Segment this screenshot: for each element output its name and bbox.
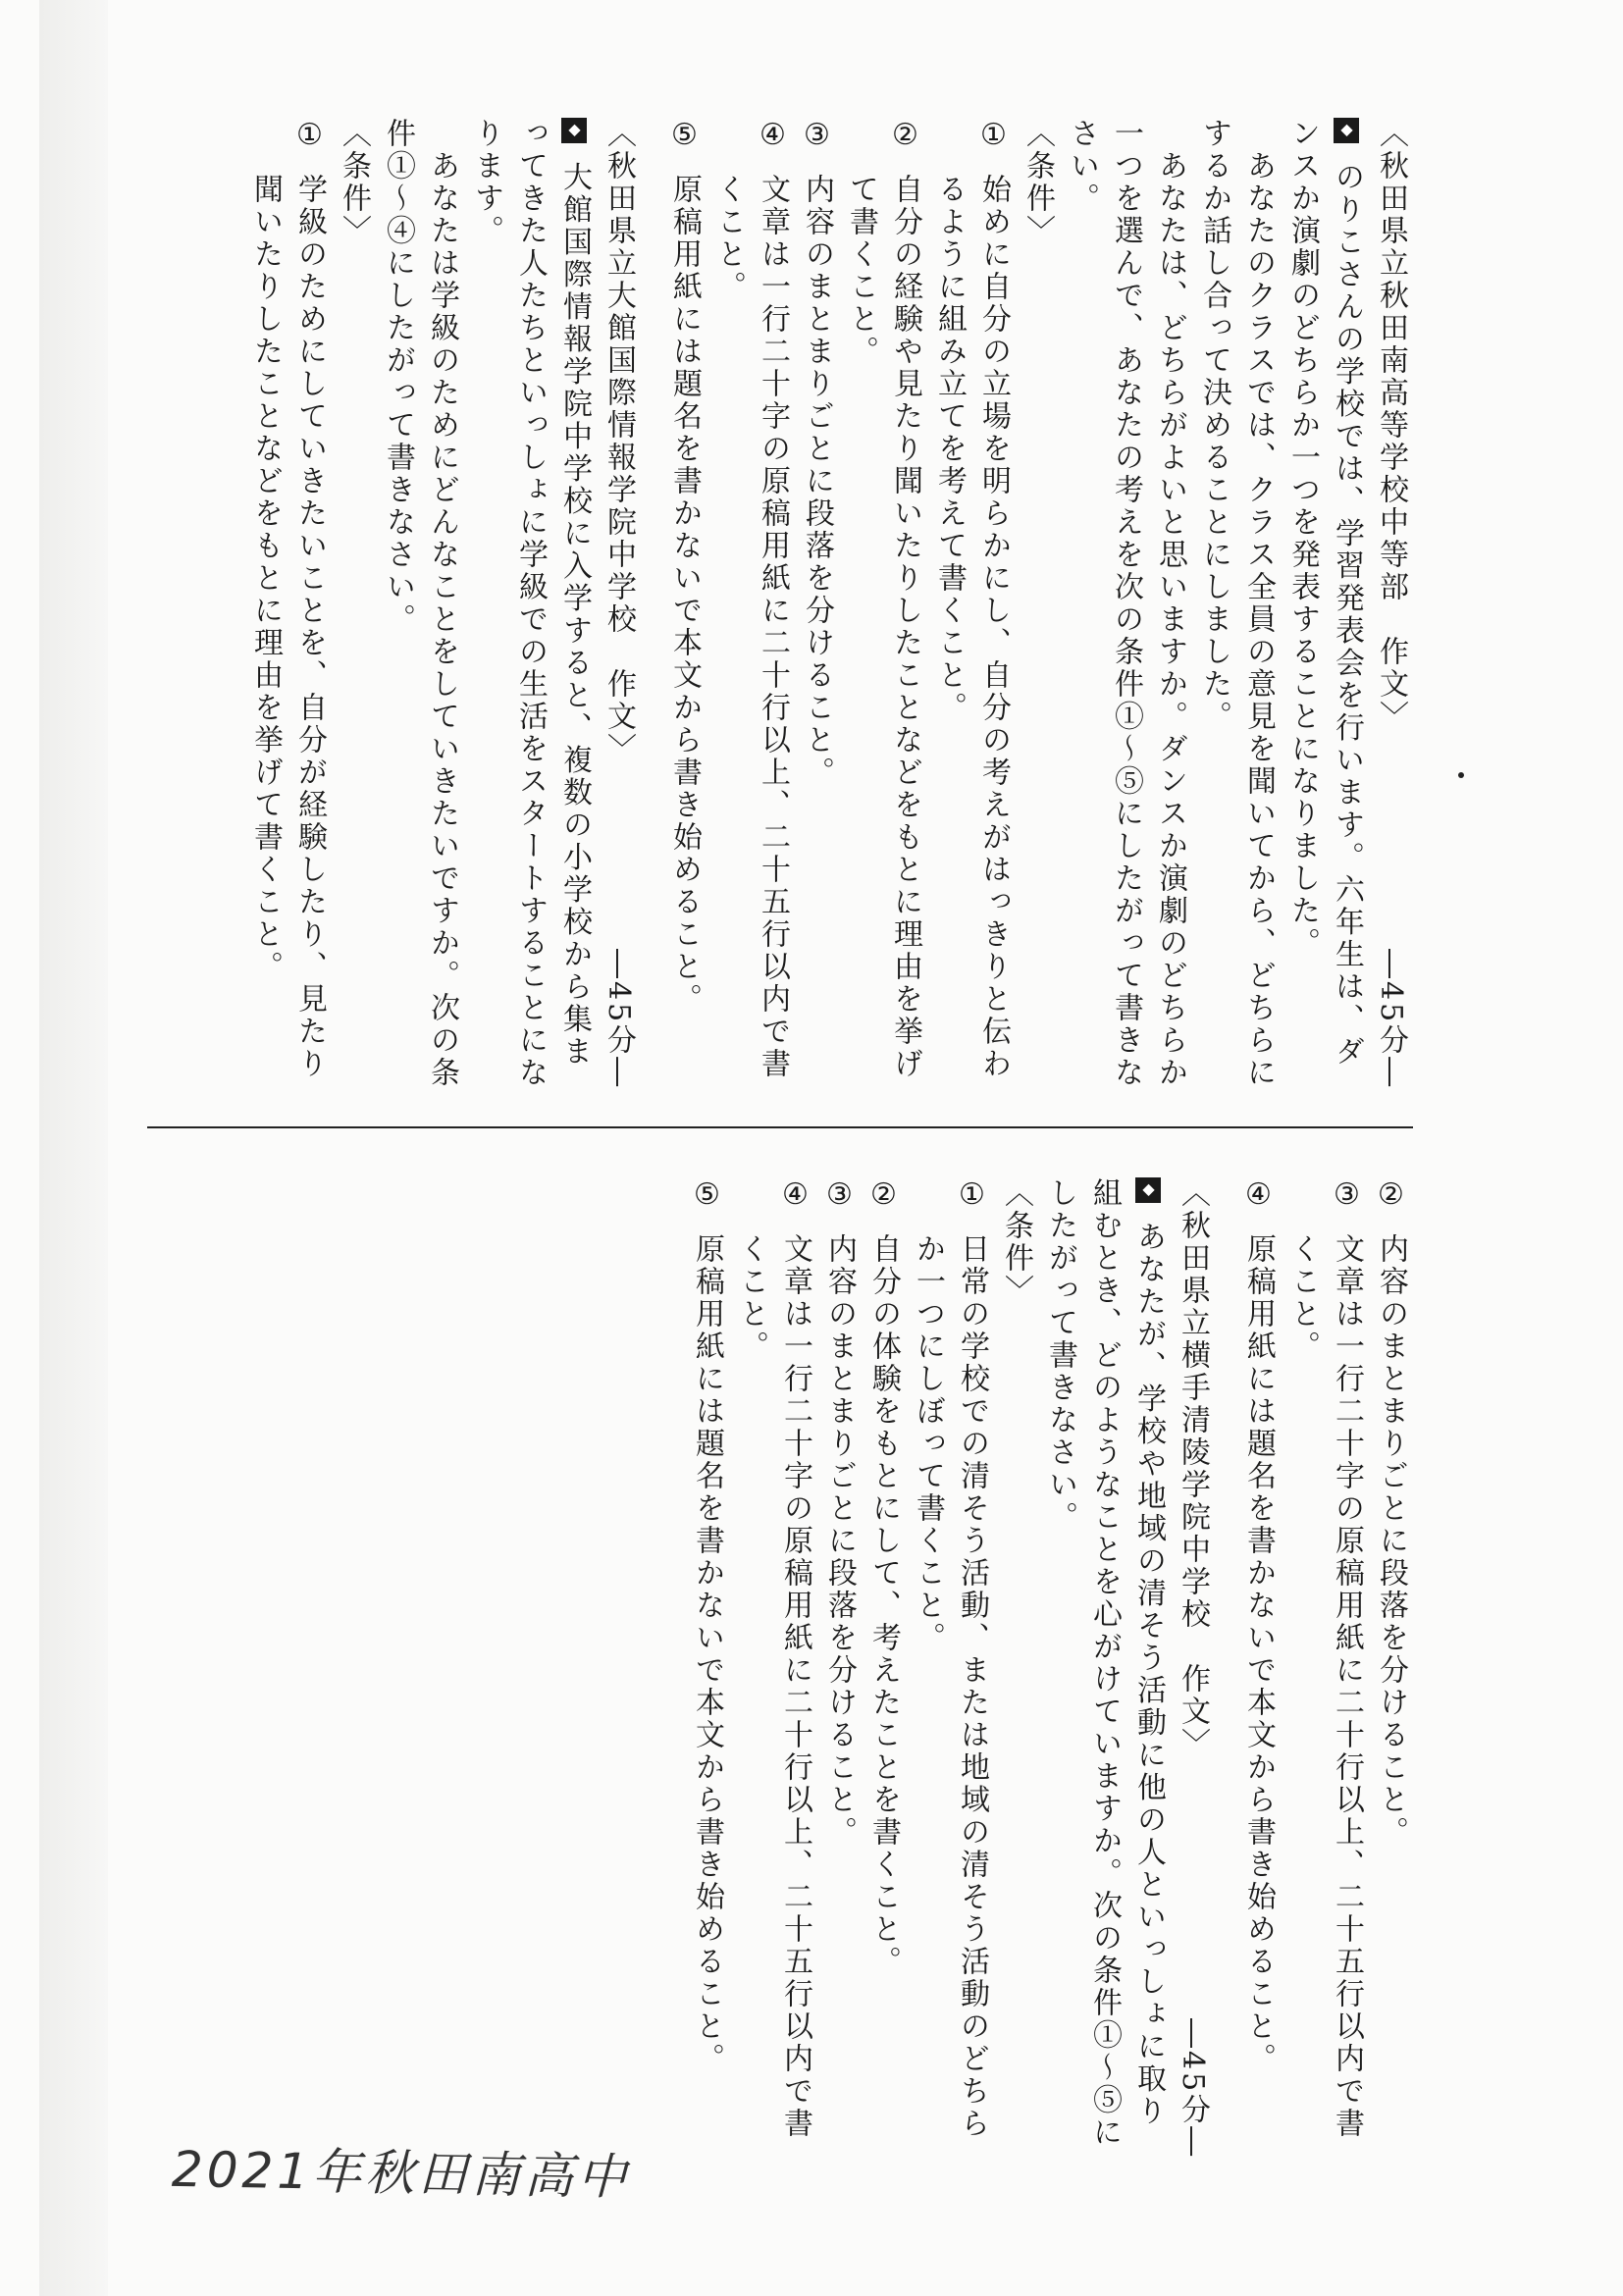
handwritten-note: 2021年秋田南高中: [171, 2140, 631, 2207]
condition-number: ①: [292, 118, 327, 155]
conditions-heading: 〈条件〉: [999, 1177, 1033, 1307]
prompt-paragraph: あなたのクラスでは、クラス全員の意見を聞いてから、どちらにするか話し合って決めることにしました。: [1197, 118, 1276, 1089]
page-bottom-half: [147, 1177, 1413, 2159]
prompt-paragraph: あなたは、どちらがよいと思いますか。ダンスか演劇のどちらか一つを選んで、あなたの考えを次の条件①～⑤にしたがって書きなさい。: [1065, 118, 1187, 1089]
time-limit: ―45分―: [1374, 948, 1408, 1089]
section-header: [1171, 1177, 1215, 2159]
conditions-heading: 〈条件〉: [1021, 118, 1055, 247]
diamond-icon: ◆: [1135, 1177, 1161, 1203]
condition-number: ②: [888, 118, 922, 155]
condition-number: ④: [1241, 1177, 1276, 1215]
condition-item: ⑤ 原稿用紙には題名を書かないで本文から書き始めること。: [685, 1177, 729, 2159]
exam-section-odate-kokusai-continued: [1236, 1177, 1413, 2159]
condition-item: ③ 文章は一行二十字の原稿用紙に二十行以上、二十五行以内で書くこと。: [1281, 1177, 1369, 2159]
section-header: [597, 118, 641, 1089]
condition-item: ① 学級のためにしていきたいことを、自分が経験したり、見たり聞いたりしたことなどをもとに理由を挙げて書くこと。: [243, 118, 332, 1089]
section-title: 〈秋田県立横手清陵学院中学校 作文〉: [1176, 1177, 1210, 1760]
page-divider-line: [147, 1126, 1413, 1128]
condition-number: ⑤: [690, 1177, 724, 1215]
prompt-paragraph: あなたは学級のためにどんなことをしていきたいですか。次の条件①～④にしたがって書きなさい。: [381, 118, 459, 1089]
condition-number: ③: [822, 1177, 857, 1215]
condition-item: ⑤ 原稿用紙には題名を書かないで本文から書き始めること。: [662, 118, 707, 1089]
condition-number: ④: [756, 118, 790, 155]
condition-number: ①: [976, 118, 1011, 155]
diamond-icon: ◆: [1334, 118, 1359, 143]
prompt-paragraph: ◆ のりこさんの学校では、学習発表会を行います。六年生は、ダンスか演劇のどちらか一つを発表することになりました。: [1285, 118, 1364, 1069]
condition-item: ② 内容のまとまりごとに段落を分けること。: [1369, 1177, 1413, 2159]
section-title: 〈秋田県立秋田南高等学校中等部 作文〉: [1374, 118, 1408, 733]
condition-number: ①: [955, 1177, 989, 1215]
exam-section-yokote-seiryo: [685, 1177, 1215, 2159]
condition-number: ③: [1330, 1177, 1364, 1215]
condition-item: ④ 原稿用紙には題名を書かないで本文から書き始めること。: [1236, 1177, 1281, 2159]
condition-number: ②: [866, 1177, 901, 1215]
condition-number: ③: [800, 118, 834, 155]
condition-item: ③ 内容のまとまりごとに段落を分けること。: [795, 118, 839, 1089]
condition-item: ④ 文章は一行二十字の原稿用紙に二十行以上、二十五行以内で書くこと。: [729, 1177, 817, 2159]
condition-item: ② 自分の体験をもとにして、考えたことを書くこと。: [862, 1177, 906, 2159]
diamond-icon: ◆: [561, 118, 587, 143]
condition-item: ④ 文章は一行二十字の原稿用紙に二十行以上、二十五行以内で書くこと。: [707, 118, 795, 1089]
condition-item: ② 自分の経験や見たり聞いたりしたことなどをもとに理由を挙げて書くこと。: [839, 118, 927, 1089]
scan-speck: [1458, 772, 1464, 778]
exam-section-odate-kokusai: [243, 118, 641, 1089]
section-title: 〈秋田県立大館国際情報学院中学校 作文〉: [602, 118, 636, 765]
prompt-paragraph: ◆ あなたが、学校や地域の清そう活動に他の人といっしょに取り組むとき、どのようなことを心がけていますか。次の条件①～⑤にしたがって書きなさい。: [1043, 1177, 1166, 2149]
scan-edge-shadow: [39, 0, 108, 2296]
time-limit: ―45分―: [1176, 2017, 1210, 2159]
condition-number: ④: [778, 1177, 812, 1215]
condition-item: ③ 内容のまとまりごとに段落を分けること。: [817, 1177, 862, 2159]
condition-number: ⑤: [667, 118, 702, 155]
condition-item: ① 日常の学校での清そう活動、または地域の清そう活動のどちらか一つにしぼって書くこと。: [906, 1177, 994, 2159]
exam-section-akita-minami: [662, 118, 1413, 1089]
prompt-paragraph: ◆ 大館国際情報学院中学校に入学すると、複数の小学校から集まってきた人たちといっしょに学級での生活をスタートすることになります。: [469, 118, 592, 1089]
page-top-half: [147, 118, 1413, 1089]
conditions-heading: 〈条件〉: [337, 118, 371, 247]
condition-item: ① 始めに自分の立場を明らかにし、自分の考えがはっきりと伝わるように組み立てを考えて書くこと。: [927, 118, 1016, 1089]
time-limit: ―45分―: [602, 948, 636, 1089]
section-header: [1369, 118, 1413, 1089]
condition-number: ②: [1374, 1177, 1408, 1215]
